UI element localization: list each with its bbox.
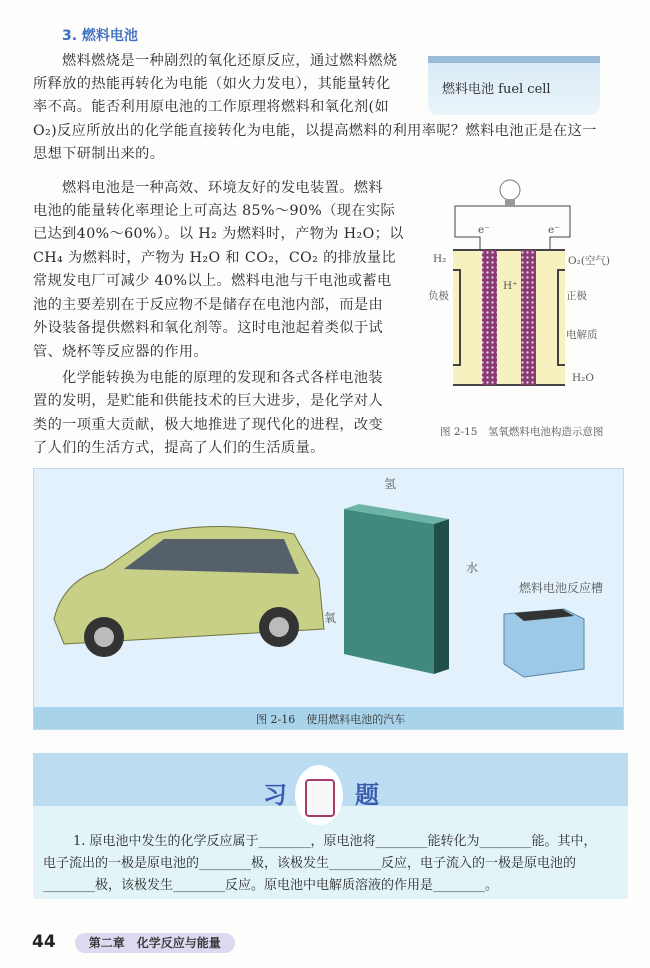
label-h2: H₂ <box>433 253 447 265</box>
section-heading: 3. 燃料电池 <box>62 28 138 44</box>
exercise-title-right: 题 <box>355 781 379 809</box>
label-reaction-tank: 燃料电池反应槽 <box>519 581 604 595</box>
label-cathode: 正极 <box>566 290 587 302</box>
fuel-cell-stack-illustration <box>324 489 484 679</box>
label-electrolyte: 电解质 <box>566 329 598 341</box>
paragraph-line: O₂)反应所放出的化学能直接转化为电能，以提高燃料的利用率呢？燃料电池正是在这一 <box>33 123 597 139</box>
paragraph-line: 类的一项重大贡献，极大地推进了现代化的进程，改变 <box>33 417 384 433</box>
exercise-box <box>33 753 628 899</box>
chapter-label: 第二章 化学反应与能量 <box>75 933 235 953</box>
label-hydrogen: 氢 <box>384 477 397 491</box>
figure-caption-bar <box>34 707 623 729</box>
paragraph-line: 池的主要差别在于反应物不是储存在电池内部，而是由 <box>33 297 384 313</box>
paragraph-line: 思想下研制出来的。 <box>33 146 165 162</box>
label-e-left: e⁻ <box>478 224 490 236</box>
label-hplus: H⁺ <box>503 280 518 292</box>
car-illustration <box>44 509 337 669</box>
paragraph-line: CH₄ 为燃料时，产物为 H₂O 和 CO₂，CO₂ 的排放量比 <box>33 250 397 266</box>
paragraph-line: 电池的能量转化率理论上可高达 85%～90%（现在实际 <box>33 203 396 219</box>
lightbulb-icon <box>500 180 520 207</box>
pocket-icon <box>295 765 343 825</box>
fuel-cell-car-figure <box>33 468 624 730</box>
label-water: 水 <box>466 561 479 575</box>
label-anode: 负极 <box>428 290 449 302</box>
exercise-line: ________极，该极发生________反应。原电池中电解质溶液的作用是________。 <box>43 878 499 893</box>
paragraph-line: 管、烧杯等反应器的作用。 <box>33 344 209 360</box>
exercise-line: 1. 原电池中发生的化学反应属于________，原电池将________能转化为________能。其中， <box>73 834 597 849</box>
label-oxygen: 氧 <box>324 611 337 625</box>
paragraph-line: 燃料燃烧是一种剧烈的氧化还原反应，通过燃料燃烧 <box>62 53 398 69</box>
exercise-line: 电子流出的一极是原电池的________极，该极发生________反应，电子流入的一极是原电池的 <box>43 856 577 871</box>
paragraph-line: 常规发电厂可减少 40%以上。燃料电池与干电池或蓄电 <box>33 273 392 289</box>
figure-caption: 图 2-15 氢氧燃料电池构造示意图 <box>440 426 604 438</box>
reaction-tank-illustration <box>494 599 594 679</box>
paragraph-line: 了人们的生活方式，提高了人们的生活质量。 <box>33 440 325 456</box>
label-h2o: H₂O <box>572 372 594 384</box>
sidebar-term-box <box>428 56 600 115</box>
paragraph-line: 燃料电池是一种高效、环境友好的发电装置。燃料 <box>62 180 383 196</box>
paragraph-line: 置的发明，是贮能和供能技术的巨大进步，是化学对人 <box>33 393 384 409</box>
paragraph-line: 所释放的热能再转化为电能（如火力发电），其能量转化 <box>33 76 391 92</box>
fuel-cell-diagram <box>420 170 620 400</box>
paragraph-line: 外设装备提供燃料和氧化剂等。这时电池起着类似于试 <box>33 320 384 336</box>
label-e-right: e⁻ <box>548 224 560 236</box>
paragraph-line: 率不高。能否利用原电池的工作原理将燃料和氧化剂(如 <box>33 99 390 115</box>
label-o2: O₂(空气) <box>568 255 611 267</box>
paragraph-line: 化学能转换为电能的原理的发现和各式各样电池装 <box>62 370 383 386</box>
page-number: 44 <box>32 932 56 952</box>
figure-caption: 图 2-16 使用燃料电池的汽车 <box>256 713 406 726</box>
page-footer <box>32 932 235 952</box>
sidebar-term: 燃料电池 fuel cell <box>442 82 551 97</box>
exercise-title-left: 习 <box>263 781 287 809</box>
paragraph-line: 已达到40%～60%）。以 H₂ 为燃料时，产物为 H₂O；以 <box>33 226 404 242</box>
